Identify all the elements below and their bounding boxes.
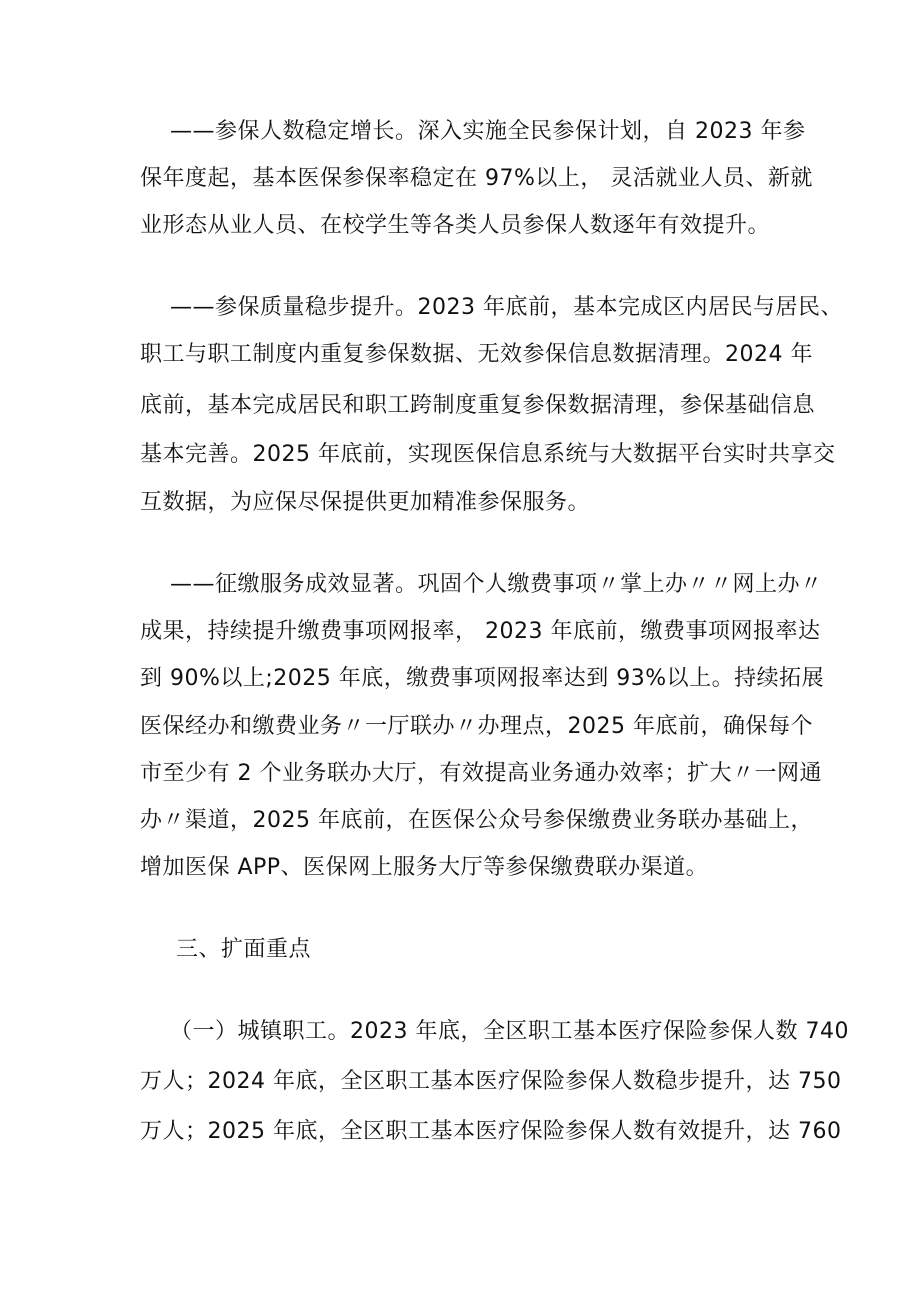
paragraph-1-line-2: 保年度起，基本医保参保率稳定在 97%以上， 灵活就业人员、新就 xyxy=(140,166,813,191)
paragraph-4-line-1: （一）城镇职工。2023 年底，全区职工基本医疗保险参保人数 740 xyxy=(170,1019,849,1044)
paragraph-3-line-2: 成果，持续提升缴费事项网报率， 2023 年底前，缴费事项网报率达 xyxy=(140,619,821,644)
paragraph-3-line-1: ——征缴服务成效显著。巩固个人缴费事项〃掌上办〃〃网上办〃 xyxy=(170,572,823,597)
paragraph-2-line-4: 基本完善。2025 年底前，实现医保信息系统与大数据平台实时共享交 xyxy=(140,442,836,467)
paragraph-1-line-3: 业形态从业人员、在校学生等各类人员参保人数逐年有效提升。 xyxy=(140,213,771,238)
paragraph-3-line-4: 医保经办和缴费业务〃一厅联办〃办理点，2025 年底前，确保每个 xyxy=(140,714,813,739)
paragraph-3-line-5: 市至少有 2 个业务联办大厅，有效提高业务通办效率；扩大〃一网通 xyxy=(140,761,822,786)
paragraph-2-line-5: 互数据，为应保尽保提供更加精准参保服务。 xyxy=(140,490,591,515)
paragraph-2-line-3: 底前，基本完成居民和职工跨制度重复参保数据清理，参保基础信息 xyxy=(140,393,816,418)
paragraph-4-line-3: 万人；2025 年底，全区职工基本医疗保险参保人数有效提升，达 760 xyxy=(140,1119,842,1144)
paragraph-1-line-1: ——参保人数稳定增长。深入实施全民参保计划，自 2023 年参 xyxy=(170,119,806,144)
paragraph-2-line-2: 职工与职工制度内重复参保数据、无效参保信息数据清理。2024 年 xyxy=(140,342,813,367)
paragraph-3-line-6: 办〃渠道，2025 年底前，在医保公众号参保缴费业务联办基础上， xyxy=(140,808,813,833)
paragraph-3-line-3: 到 90%以上;2025 年底，缴费事项网报率达到 93%以上。持续拓展 xyxy=(140,666,825,691)
section-heading: 三、扩面重点 xyxy=(176,937,312,962)
paragraph-2-line-1: ——参保质量稳步提升。2023 年底前，基本完成区内居民与居民、 xyxy=(170,295,843,320)
paragraph-4-line-2: 万人；2024 年底，全区职工基本医疗保险参保人数稳步提升，达 750 xyxy=(140,1069,842,1094)
paragraph-3-line-7: 增加医保 APP、医保网上服务大厅等参保缴费联办渠道。 xyxy=(140,855,709,880)
